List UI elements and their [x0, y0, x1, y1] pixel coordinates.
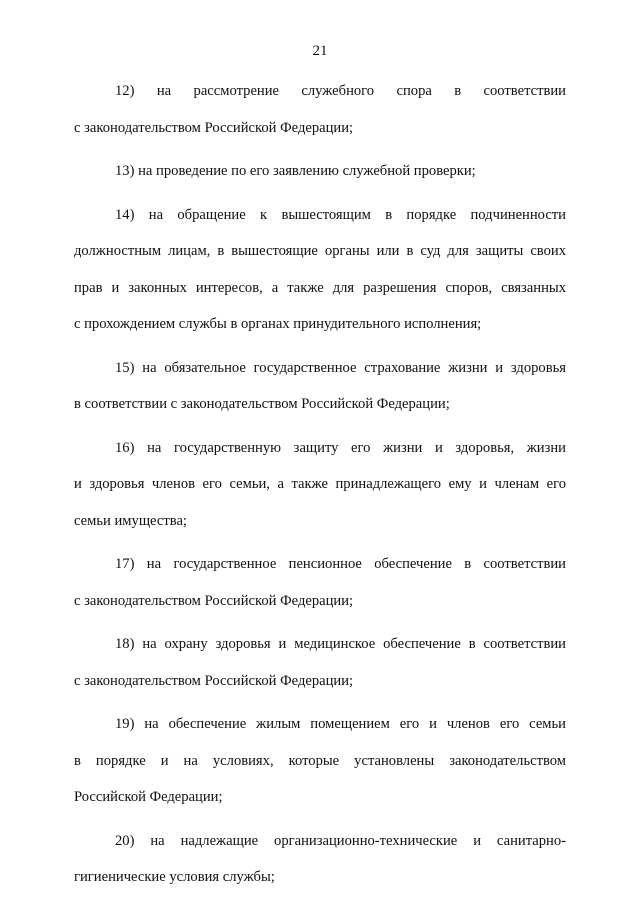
paragraph-line: 20) на надлежащие организационно-технические и санитарно- [115, 832, 566, 849]
paragraph-line: 18) на охрану здоровья и медицинское обеспечение в соответствии [115, 636, 566, 652]
paragraph-line: прав и законных интересов, а также для разрешения споров, связанных [74, 279, 566, 296]
paragraph [74, 630, 566, 703]
paragraph-line: должностным лицам, в вышестоящие органы или в суд для защиты своих [74, 243, 566, 259]
paragraph [74, 77, 566, 150]
document-body [74, 77, 566, 907]
paragraph [74, 157, 566, 194]
paragraph-line: 19) на обеспечение жилым помещением его и членов его семьи [115, 716, 566, 732]
paragraph-line: с прохождением службы в органах принудительного исполнения; [74, 316, 482, 332]
paragraph-line: семьи имущества; [74, 512, 187, 529]
paragraph [74, 710, 566, 820]
paragraph-line: 17) на государственное пенсионное обеспечение в соответствии [115, 556, 566, 572]
paragraph-line: 12) на рассмотрение служебного спора в соответствии [115, 83, 566, 99]
paragraph-line: с законодательством Российской Федерации; [74, 592, 354, 609]
paragraph-line: с законодательством Российской Федерации; [74, 119, 354, 136]
paragraph-line: 13) на проведение по его заявлению служебной проверки; [115, 163, 476, 179]
paragraph-line: с законодательством Российской Федерации; [74, 672, 354, 689]
paragraph [74, 827, 566, 900]
paragraph-line: в соответствии с законодательством Российской Федерации; [74, 396, 450, 412]
paragraph-line: в порядке и на условиях, которые установлены законодательством [74, 752, 566, 769]
paragraph-line: 16) на государственную защиту его жизни и здоровья, жизни [115, 439, 566, 456]
paragraph-line: и здоровья членов его семьи, а также принадлежащего ему и членам его [74, 476, 566, 492]
paragraph [74, 434, 566, 544]
paragraph-line: 14) на обращение к вышестоящим в порядке подчиненности [115, 206, 566, 223]
page-number: 21 [312, 43, 328, 59]
paragraph [74, 354, 566, 427]
paragraph-line: гигиенические условия службы; [74, 869, 275, 885]
paragraph-line: Российской Федерации; [74, 789, 223, 805]
paragraph [74, 201, 566, 347]
paragraph [74, 550, 566, 623]
paragraph-line: 15) на обязательное государственное страхование жизни и здоровья [115, 359, 566, 376]
